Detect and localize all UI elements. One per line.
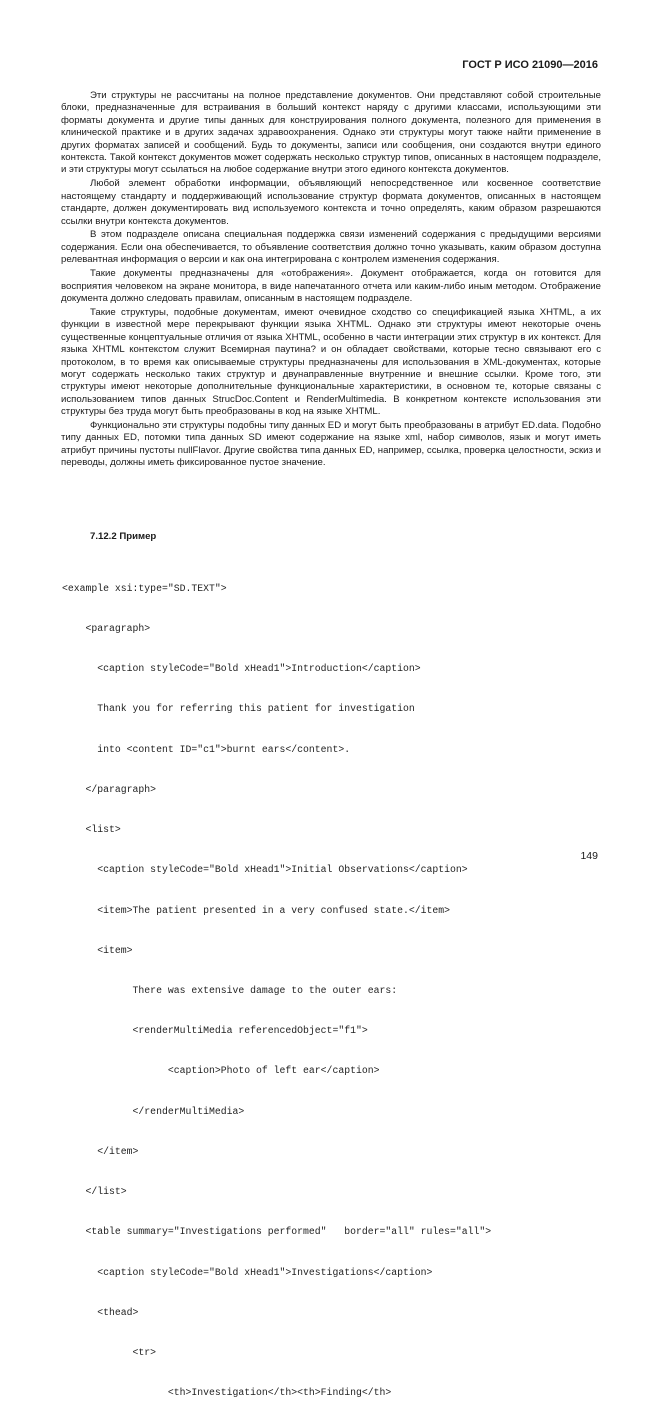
paragraph: Эти структуры не рассчитаны на полное представление документов. Они представляют собой строительные блоки, предназначенные для встраивания в больший контекст наряду с другими классами, использующими эти форматы документа и другие типы данных для конструирования полного документа, полезного для применения в клинической практике и в других задачах здравоохранения. Однако эти структуры могут также найти применение в других форматах записей и сообщений. Будь то документы, записи или сообщения, они создаются внутри единого контекста. Такой контекст документов может содержать несколько структур типов, описанных в настоящем подразделе, и эти структуры могут ссылаться на любое содержание внутри этого единого контекста документов.	[61, 90, 601, 176]
code-line: </renderMultiMedia>	[62, 1105, 245, 1117]
code-line: <item>The patient presented in a very confused state.</item>	[62, 904, 451, 916]
code-line: <th>Investigation</th><th>Finding</th>	[62, 1387, 392, 1399]
code-line: into <content ID="c1">burnt ears</content>.	[62, 743, 351, 755]
paragraph: Такие структуры, подобные документам, имеют очевидное сходство со спецификацией языка XHTML, а их функции в известной мере перекрывают функции языка XHTML. Однако эти структуры имеют некоторые очень существенные концептуальные отличия от языка XHTML, особенно в части интеграции этих структур в их контекст. Для языка XHTML контекстом служит Всемирная паутина? и он обладает свойствами, которые тесно связывают его с протоколом, в то время как описываемые структуры предназначены для использования в XML-документах, которые могут содержать несколько таких структур и двунаправленные внутренние и внешние ссылки. Кроме того, эти структуры имеют некоторые дополнительные функциональные характеристики, в основном те, которые связаны с использованием типов данных StrucDoc.Content и RenderMultimedia. В конкретном контексте использования эти структуры без труда могут быть преобразованы в код на языке XHTML.	[61, 306, 601, 418]
code-line: <tr>	[62, 1346, 157, 1358]
code-line: <thead>	[62, 1306, 139, 1318]
code-line: <caption>Photo of left ear</caption>	[62, 1065, 380, 1077]
code-line: <renderMultiMedia referencedObject="f1">	[62, 1025, 368, 1037]
code-line: <caption styleCode="Bold xHead1">Introduction</caption>	[62, 663, 421, 675]
code-line: <table summary="Investigations performed" border="all" rules="all">	[62, 1226, 492, 1238]
document-header: ГОСТ Р ИСО 21090—2016	[462, 59, 598, 71]
body-text	[61, 90, 601, 471]
code-line: <caption styleCode="Bold xHead1">Initial Observations</caption>	[62, 864, 468, 876]
code-line: </list>	[62, 1186, 127, 1198]
code-line: <item>	[62, 944, 133, 956]
code-line: </paragraph>	[62, 783, 157, 795]
code-line: There was extensive damage to the outer ears:	[62, 985, 398, 996]
code-line: Thank you for referring this patient for investigation	[62, 703, 415, 715]
paragraph: Любой элемент обработки информации, объявляющий непосредственное или косвенное соответствие настоящему стандарту и поддерживающий использование структур формата документов, описанных в настоящем стандарте, должен документировать вид используемого контекста и точно определять, каким образом разрешаются ссылки внутри контекста документов.	[61, 178, 601, 227]
paragraph: Такие документы предназначены для «отображения». Документ отображается, когда он готовится для восприятия человеком на экране монитора, в виде напечатанного отчета или каким-либо иным методом. Отображение документа должно следовать правилам, описанным в настоящем подразделе.	[61, 268, 601, 304]
code-line: <caption styleCode="Bold xHead1">Investigations</caption>	[62, 1266, 433, 1278]
code-line: <paragraph>	[62, 623, 151, 635]
section-heading: 7.12.2 Пример	[90, 531, 157, 542]
paragraph: В этом подразделе описана специальная поддержка связи изменений содержания с предыдущими версиями содержания. Если она обеспечивается, то объявление соответствия должно точно указывать, каким образом доступна релевантная информация о версии и как она интегрирована с контролем изменения содержания.	[61, 229, 601, 266]
page-number: 149	[580, 850, 598, 862]
paragraph: Функционально эти структуры подобны типу данных ED и могут быть преобразованы в атрибут ED.data. Подобно типу данных ED, потомки типа данных SD имеют содержание на языке xml, набор символов, язык и могут иметь атрибут причины пустоты nullFlavor. Другие свойства типа данных ED, например, ссылка, проверка целостности, эскиз и переводы, должны иметь фиксированное пустое значение.	[61, 420, 601, 469]
code-example	[62, 555, 622, 1413]
code-line: <example xsi:type="SD.TEXT">	[62, 582, 227, 594]
code-line: </item>	[62, 1145, 139, 1157]
code-line: <list>	[62, 824, 121, 836]
